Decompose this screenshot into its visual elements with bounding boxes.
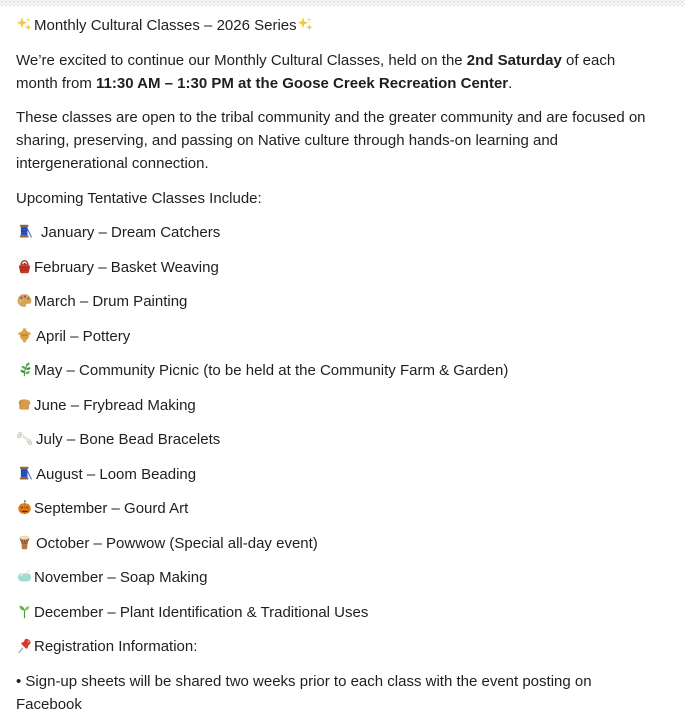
description-paragraph: These classes are open to the tribal community and the greater community and are focused on sharing, preserving, and passing on Native culture through hands-on learning and intergenerational connection. xyxy=(16,109,646,172)
class-item-label: April – Pottery xyxy=(36,327,131,345)
class-item-label: September – Gourd Art xyxy=(34,500,189,517)
class-item xyxy=(16,256,659,279)
class-item xyxy=(16,325,659,348)
post-title xyxy=(16,14,659,37)
seedling-icon xyxy=(16,603,33,620)
intro-text: of each month from xyxy=(16,51,616,92)
class-item-label: December – Plant Identification & Traditional Uses xyxy=(34,603,369,621)
jack-o-lantern-icon xyxy=(16,499,33,516)
classes-list xyxy=(16,221,659,624)
class-item xyxy=(16,463,659,486)
sparkles-icon xyxy=(297,16,314,33)
signup-note: • Sign-up sheets will be shared two weeks prior to each class with the event posting on Facebook xyxy=(16,672,592,713)
registration-label: Registration Information: xyxy=(34,638,198,655)
class-item xyxy=(16,497,659,520)
soap-icon xyxy=(16,568,33,585)
post-title-text: Monthly Cultural Classes – 2026 Series xyxy=(34,17,297,34)
class-item xyxy=(16,601,659,624)
pushpin-icon xyxy=(16,637,33,654)
bone-icon xyxy=(16,430,33,447)
registration-heading xyxy=(16,635,659,658)
herb-icon xyxy=(16,361,33,378)
thread-spool-icon xyxy=(16,223,33,240)
class-item-label: March – Drum Painting xyxy=(34,293,188,310)
bread-icon xyxy=(16,396,33,413)
class-item-label: February – Basket Weaving xyxy=(34,258,219,276)
class-item-label: November – Soap Making xyxy=(34,569,208,586)
class-item xyxy=(16,532,659,555)
intro-text: We’re excited to continue our Monthly Cultural Classes, held on the xyxy=(16,51,467,69)
class-item xyxy=(16,290,659,313)
class-item-label: October – Powwow (Special all-day event) xyxy=(36,534,318,552)
class-item-label: August – Loom Beading xyxy=(36,465,197,483)
schedule-heading: Upcoming Tentative Classes Include: xyxy=(16,189,262,207)
intro-bold-saturday: 2nd Saturday xyxy=(466,51,562,69)
class-item-label: January – Dream Catchers xyxy=(41,224,221,241)
palette-icon xyxy=(16,292,33,309)
class-item-label: May – Community Picnic (to be held at the Community Farm & Garden) xyxy=(34,362,509,379)
class-item xyxy=(16,221,659,244)
class-item xyxy=(16,394,659,417)
class-item xyxy=(16,359,659,382)
thread-spool-icon xyxy=(16,465,33,482)
basket-icon xyxy=(16,258,33,275)
sparkles-icon xyxy=(16,16,33,33)
intro-bold-time-place: 11:30 AM – 1:30 PM at the Goose Creek Recreation Center xyxy=(96,74,509,92)
intro-paragraph xyxy=(16,49,659,95)
post-body xyxy=(0,6,685,716)
class-item xyxy=(16,566,659,589)
intro-text: . xyxy=(508,74,513,92)
amphora-icon xyxy=(16,327,33,344)
drum-icon xyxy=(16,534,33,551)
class-item xyxy=(16,428,659,451)
class-item-label: June – Frybread Making xyxy=(34,396,196,414)
class-item-label: July – Bone Bead Bracelets xyxy=(36,431,221,448)
